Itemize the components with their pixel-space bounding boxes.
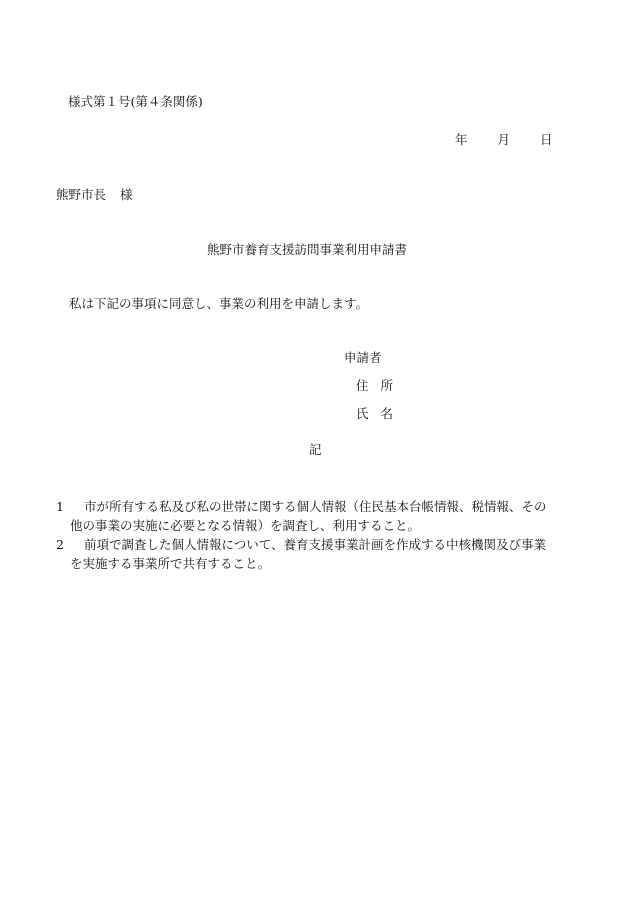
document-title: 熊野市養育支援訪問事業利用申請書 <box>207 242 408 257</box>
list-item <box>56 497 586 535</box>
item-text: 前項で調査した個人情報について、養育支援事業計画を作成する中核機関及び事業 を実施する事業所で共有すること。 <box>70 537 547 571</box>
date-month-label: 月 <box>497 132 511 147</box>
form-number: 様式第１号(第４条関係) <box>68 94 203 109</box>
applicant-label: 申請者 <box>344 350 382 365</box>
consent-statement: 私は下記の事項に同意し、事業の利用を申請します。 <box>69 296 369 311</box>
item-number: 2 <box>56 537 64 552</box>
name-label: 氏 名 <box>356 406 394 421</box>
item-number: 1 <box>56 499 64 514</box>
date-fields <box>455 134 553 147</box>
address-label: 住 所 <box>356 378 394 393</box>
consent-items-list <box>56 497 586 573</box>
list-item <box>56 535 586 573</box>
addressee-name: 熊野市長 <box>56 187 107 202</box>
addressee-honorific: 様 <box>120 187 133 202</box>
ki-heading: 記 <box>309 442 322 457</box>
item-text: 市が所有する私及び私の世帯に関する個人情報（住民基本台帳情報、税情報、その 他の事業の実施に必要となる情報）を調査し、利用すること。 <box>70 499 547 533</box>
date-year-label: 年 <box>455 132 468 147</box>
date-day-label: 日 <box>540 132 553 147</box>
addressee <box>56 189 133 202</box>
